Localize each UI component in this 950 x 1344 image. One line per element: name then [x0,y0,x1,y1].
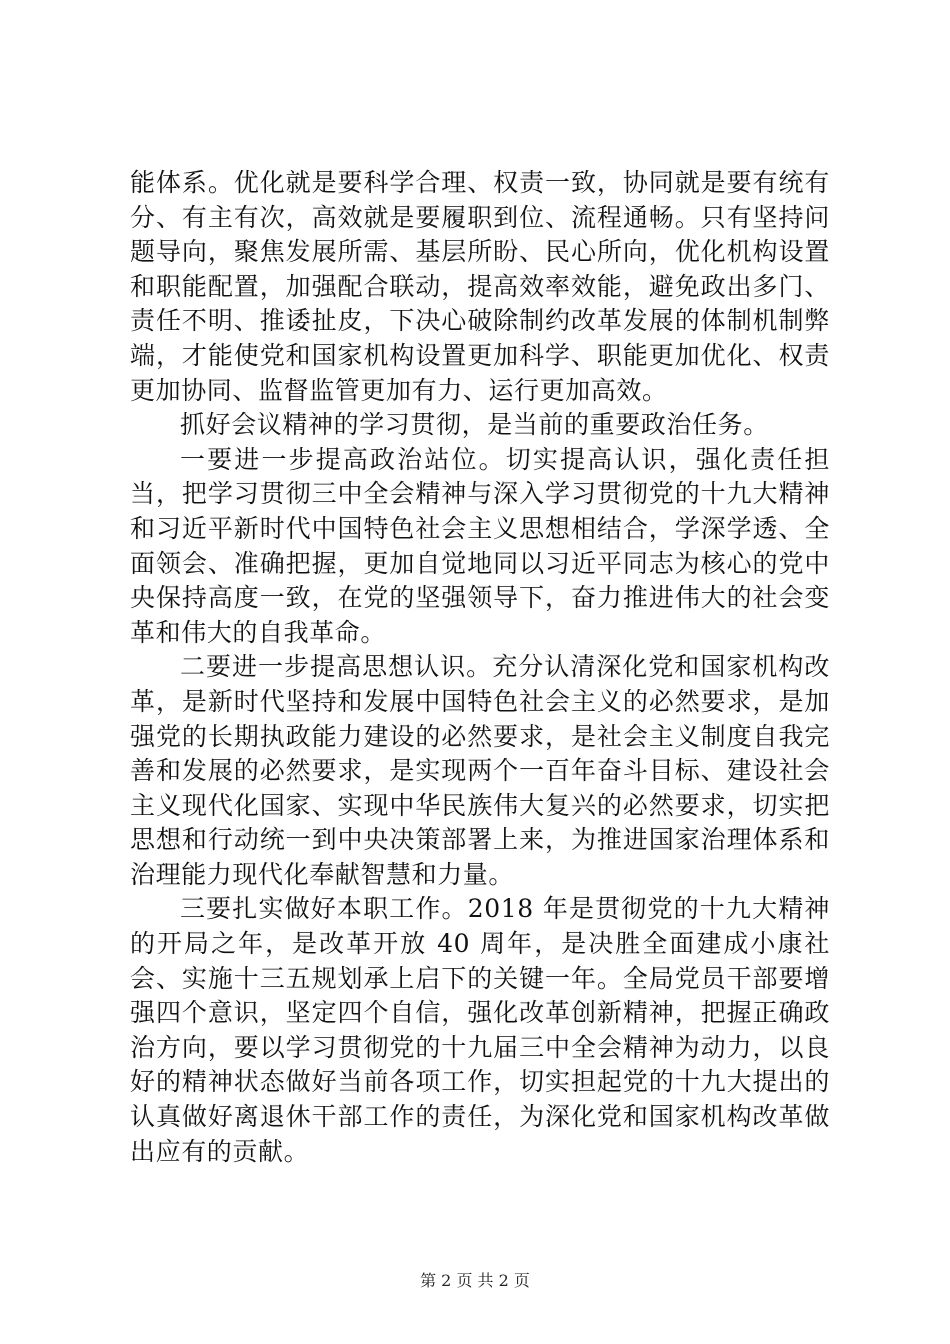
paragraph-continuation: 能体系。优化就是要科学合理、权责一致，协同就是要有统有分、有主有次，高效就是要履职到位、流程通畅。只有坚持问题导向，聚焦发展所需、基层所盼、民心所向，优化机构设置和职能配置，加强配合联动，提高效率效能，避免政出多门、责任不明、推诿扯皮，下决心破除制约改革发展的体制机制弊端，才能使党和国家机构设置更加科学、职能更加优化、权责更加协同、监督监管更加有力、运行更加高效。 [130,168,830,405]
paragraph-point-one: 一要进一步提高政治站位。切实提高认识，强化责任担当，把学习贯彻三中全会精神与深入学习贯彻党的十九大精神和习近平新时代中国特色社会主义思想相结合，学深学透、全面领会、准确把握，更加自觉地同以习近平同志为核心的党中央保持高度一致，在党的坚强领导下，奋力推进伟大的社会变革和伟大的自我革命。 [130,444,830,647]
paragraph-point-two: 二要进一步提高思想认识。充分认清深化党和国家机构改革，是新时代坚持和发展中国特色社会主义的必然要求，是加强党的长期执政能力建设的必然要求，是社会主义制度自我完善和发展的必然要求，是实现两个一百年奋斗目标、建设社会主义现代化国家、实现中华民族伟大复兴的必然要求，切实把思想和行动统一到中央决策部署上来，为推进国家治理体系和治理能力现代化奉献智慧和力量。 [130,652,830,889]
page-number-footer: 第 2 页 共 2 页 [420,1271,530,1290]
paragraph-point-three: 三要扎实做好本职工作。2018 年是贯彻党的十九大精神的开局之年，是改革开放 40 周年，是决胜全面建成小康社会、实施十三五规划承上启下的关键一年。全局党员干部要增强四个意识，坚定四个自信，强化改革创新精神，把握正确政治方向，要以学习贯彻党的十九届三中全会精神为动力，以良好的精神状态做好当前各项工作，切实担起党的十九大提出的认真做好离退休干部工作的责任，为深化党和国家机构改革做出应有的贡献。 [130,894,830,1166]
paragraph-summary: 抓好会议精神的学习贯彻，是当前的重要政治任务。 [180,410,769,440]
document-body [130,166,830,1169]
